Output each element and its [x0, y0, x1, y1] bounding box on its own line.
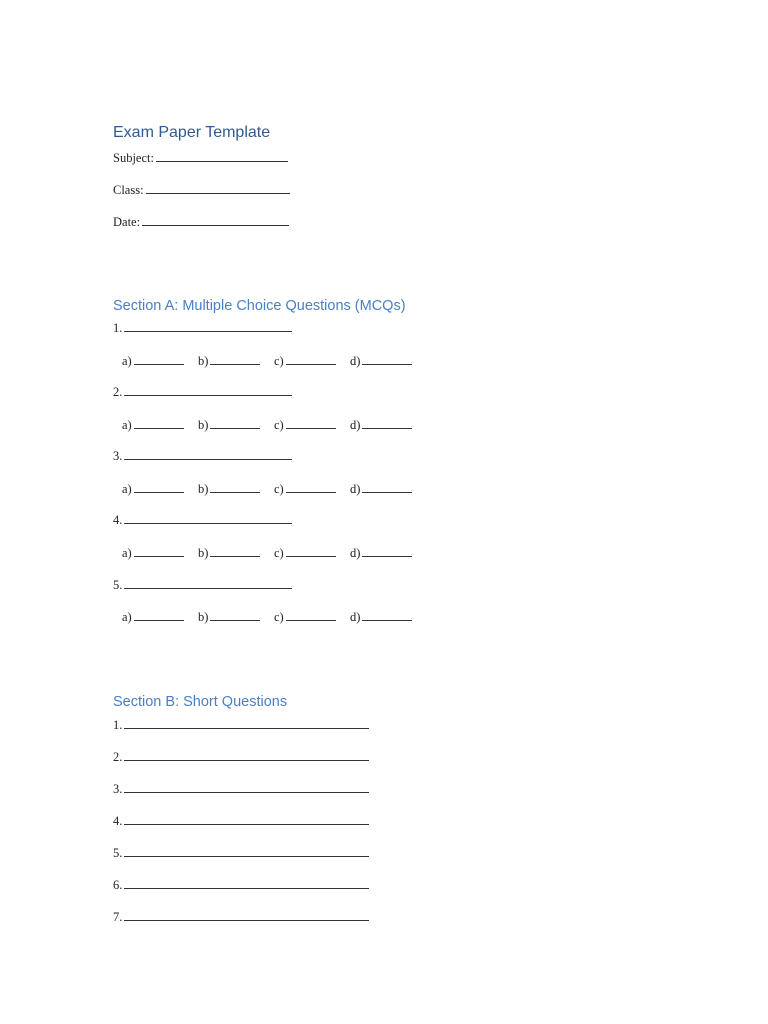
mcq-options-4	[122, 545, 426, 561]
short-answer-blank[interactable]	[124, 909, 369, 921]
option-b	[198, 545, 274, 561]
short-question-number: 5.	[113, 846, 123, 860]
option-blank[interactable]	[210, 481, 260, 493]
option-b	[198, 481, 274, 497]
short-question-7	[113, 909, 369, 925]
option-a	[122, 417, 198, 433]
short-question-number: 1.	[113, 718, 123, 732]
option-label: d)	[350, 354, 361, 368]
option-d	[350, 353, 426, 369]
option-blank[interactable]	[362, 609, 412, 621]
option-b	[198, 353, 274, 369]
option-label: b)	[198, 546, 209, 560]
short-question-4	[113, 813, 369, 829]
option-blank[interactable]	[286, 417, 336, 429]
option-blank[interactable]	[286, 545, 336, 557]
class-blank[interactable]	[146, 182, 290, 194]
date-field	[113, 214, 289, 230]
mcq-number: 3.	[113, 449, 123, 463]
short-answer-blank[interactable]	[124, 845, 369, 857]
option-a	[122, 481, 198, 497]
option-c	[274, 417, 350, 433]
option-blank[interactable]	[210, 417, 260, 429]
mcq-question-blank[interactable]	[124, 512, 292, 524]
option-blank[interactable]	[286, 609, 336, 621]
option-label: b)	[198, 482, 209, 496]
short-question-number: 2.	[113, 750, 123, 764]
short-question-number: 3.	[113, 782, 123, 796]
mcq-number: 4.	[113, 513, 123, 527]
option-blank[interactable]	[134, 609, 184, 621]
section-a-heading: Section A: Multiple Choice Questions (MCQs)	[113, 298, 406, 314]
date-blank[interactable]	[142, 214, 289, 226]
page-title: Exam Paper Template	[113, 124, 271, 141]
option-label: a)	[122, 546, 132, 560]
mcq-number: 2.	[113, 385, 123, 399]
option-label: d)	[350, 610, 361, 624]
option-label: c)	[274, 418, 284, 432]
mcq-question-2	[113, 384, 292, 400]
option-c	[274, 353, 350, 369]
mcq-question-blank[interactable]	[124, 384, 292, 396]
option-label: a)	[122, 418, 132, 432]
subject-label: Subject:	[113, 151, 154, 165]
option-blank[interactable]	[134, 545, 184, 557]
option-label: a)	[122, 610, 132, 624]
short-question-6	[113, 877, 369, 893]
mcq-question-4	[113, 512, 292, 528]
option-blank[interactable]	[286, 353, 336, 365]
option-blank[interactable]	[134, 353, 184, 365]
short-question-1	[113, 717, 369, 733]
short-question-number: 7.	[113, 910, 123, 924]
option-label: d)	[350, 546, 361, 560]
option-blank[interactable]	[210, 545, 260, 557]
option-label: c)	[274, 546, 284, 560]
short-answer-blank[interactable]	[124, 781, 369, 793]
option-label: d)	[350, 482, 361, 496]
class-label: Class:	[113, 183, 144, 197]
mcq-number: 5.	[113, 578, 123, 592]
option-label: c)	[274, 610, 284, 624]
short-question-5	[113, 845, 369, 861]
option-blank[interactable]	[362, 353, 412, 365]
mcq-question-blank[interactable]	[124, 448, 292, 460]
mcq-question-blank[interactable]	[124, 577, 292, 589]
option-label: b)	[198, 610, 209, 624]
option-label: c)	[274, 482, 284, 496]
option-blank[interactable]	[362, 545, 412, 557]
option-blank[interactable]	[210, 353, 260, 365]
mcq-question-5	[113, 577, 292, 593]
option-d	[350, 609, 426, 625]
short-answer-blank[interactable]	[124, 717, 369, 729]
short-answer-blank[interactable]	[124, 749, 369, 761]
option-c	[274, 609, 350, 625]
mcq-question-1	[113, 320, 292, 336]
option-b	[198, 609, 274, 625]
mcq-options-5	[122, 609, 426, 625]
option-a	[122, 609, 198, 625]
mcq-options-1	[122, 353, 426, 369]
option-label: c)	[274, 354, 284, 368]
option-d	[350, 417, 426, 433]
option-blank[interactable]	[210, 609, 260, 621]
option-label: d)	[350, 418, 361, 432]
option-c	[274, 481, 350, 497]
mcq-options-2	[122, 417, 426, 433]
option-b	[198, 417, 274, 433]
class-field	[113, 182, 290, 198]
option-blank[interactable]	[286, 481, 336, 493]
option-blank[interactable]	[134, 481, 184, 493]
short-question-2	[113, 749, 369, 765]
date-label: Date:	[113, 215, 141, 229]
option-label: a)	[122, 482, 132, 496]
option-c	[274, 545, 350, 561]
option-label: b)	[198, 354, 209, 368]
mcq-options-3	[122, 481, 426, 497]
option-blank[interactable]	[362, 417, 412, 429]
mcq-number: 1.	[113, 321, 123, 335]
subject-blank[interactable]	[156, 150, 288, 162]
option-d	[350, 545, 426, 561]
short-question-number: 6.	[113, 878, 123, 892]
mcq-question-blank[interactable]	[124, 320, 292, 332]
subject-field	[113, 150, 288, 166]
short-answer-blank[interactable]	[124, 877, 369, 889]
option-blank[interactable]	[362, 481, 412, 493]
mcq-question-3	[113, 448, 292, 464]
option-label: a)	[122, 354, 132, 368]
option-a	[122, 353, 198, 369]
option-blank[interactable]	[134, 417, 184, 429]
option-a	[122, 545, 198, 561]
short-question-number: 4.	[113, 814, 123, 828]
option-d	[350, 481, 426, 497]
option-label: b)	[198, 418, 209, 432]
short-answer-blank[interactable]	[124, 813, 369, 825]
short-question-3	[113, 781, 369, 797]
section-b-heading: Section B: Short Questions	[113, 694, 288, 710]
